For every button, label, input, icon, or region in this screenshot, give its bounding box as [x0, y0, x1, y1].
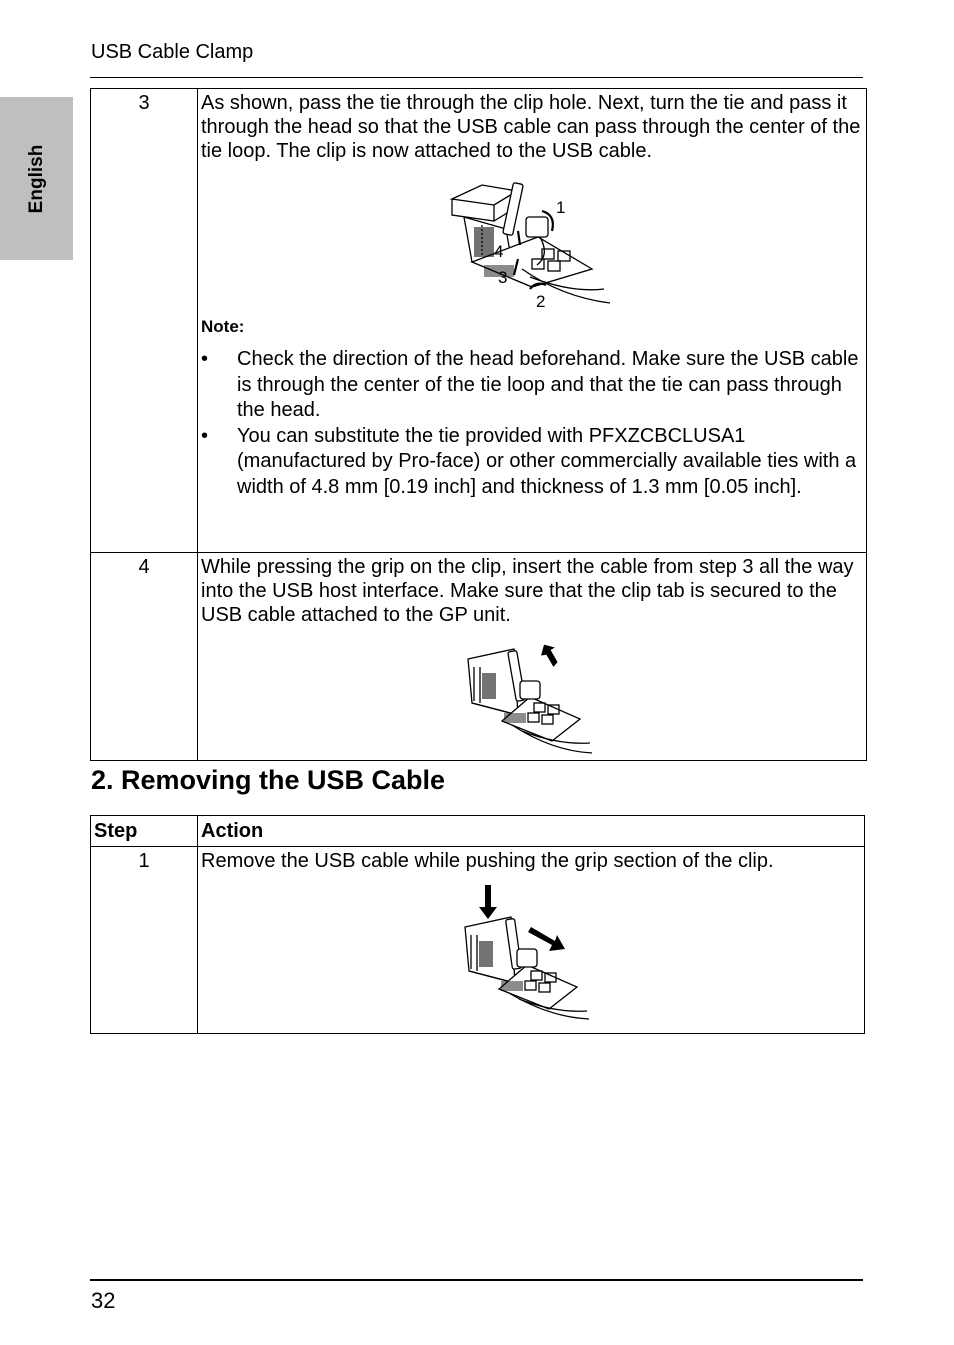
note-bullet-list	[201, 347, 862, 500]
list-item: • You can substitute the tie provided with PFXZCBCLUSA1 (manufactured by Pro-face) or other commercially available ties with a width of 4.8 mm [0.19 inch] and thickness of 1.3 mm [0.05 inch].	[201, 424, 857, 498]
section-title: 2. Removing the USB Cable	[91, 765, 446, 795]
steps-table-remove	[90, 815, 865, 1034]
steps-table-install	[90, 88, 867, 761]
column-header-step: Step	[91, 816, 198, 847]
step-action	[198, 847, 865, 1034]
cable-remove-figure	[461, 883, 601, 1023]
step-number: 4	[91, 553, 198, 761]
cable-insert-figure	[462, 641, 602, 755]
language-tab	[0, 97, 73, 260]
header-rule	[90, 77, 863, 78]
figure-label-3: 3	[497, 268, 507, 287]
footer-rule	[90, 1279, 863, 1281]
table-row	[91, 847, 865, 1034]
note-label: Note:	[201, 317, 245, 336]
table-header-row	[91, 816, 865, 847]
table-row	[91, 89, 867, 553]
column-header-action: Action	[198, 816, 865, 847]
step-action	[198, 553, 867, 761]
list-item: • Check the direction of the head beforehand. Make sure the USB cable is through the center of the tie loop and that the tie can pass through the head.	[201, 348, 859, 421]
step-number: 1	[91, 847, 198, 1034]
table-row	[91, 553, 867, 761]
step-text: As shown, pass the tie through the clip hole. Next, turn the tie and pass it through the head so that the USB cable can pass through the center of the tie loop. The clip is now attached to the USB cable.	[201, 92, 861, 162]
step-action	[198, 89, 867, 553]
figure-label-2: 2	[535, 292, 545, 309]
bullet-text: You can substitute the tie provided with PFXZCBCLUSA1 (manufactured by Pro-face) or other commercially available ties with a width of 4.8 mm [0.19 inch] and thickness of 1.3 mm [0.05 inch].	[237, 424, 857, 498]
figure-label-1: 1	[555, 198, 565, 217]
figure-label-4: 4	[493, 242, 503, 261]
step-text: While pressing the grip on the clip, insert the cable from step 3 all the way into the USB host interface. Make sure that the clip tab is secured to the USB cable attached to the GP unit.	[201, 556, 854, 626]
tie-attachment-figure	[442, 177, 622, 309]
bullet-text: Check the direction of the head beforehand. Make sure the USB cable is through the center of the tie loop and that the tie can pass through the head.	[237, 348, 859, 421]
language-tab-label: English	[25, 144, 47, 213]
step-number: 3	[91, 89, 198, 553]
header-title: USB Cable Clamp	[91, 41, 254, 63]
page-number: 32	[91, 1288, 116, 1313]
step-text: Remove the USB cable while pushing the grip section of the clip.	[201, 850, 774, 872]
